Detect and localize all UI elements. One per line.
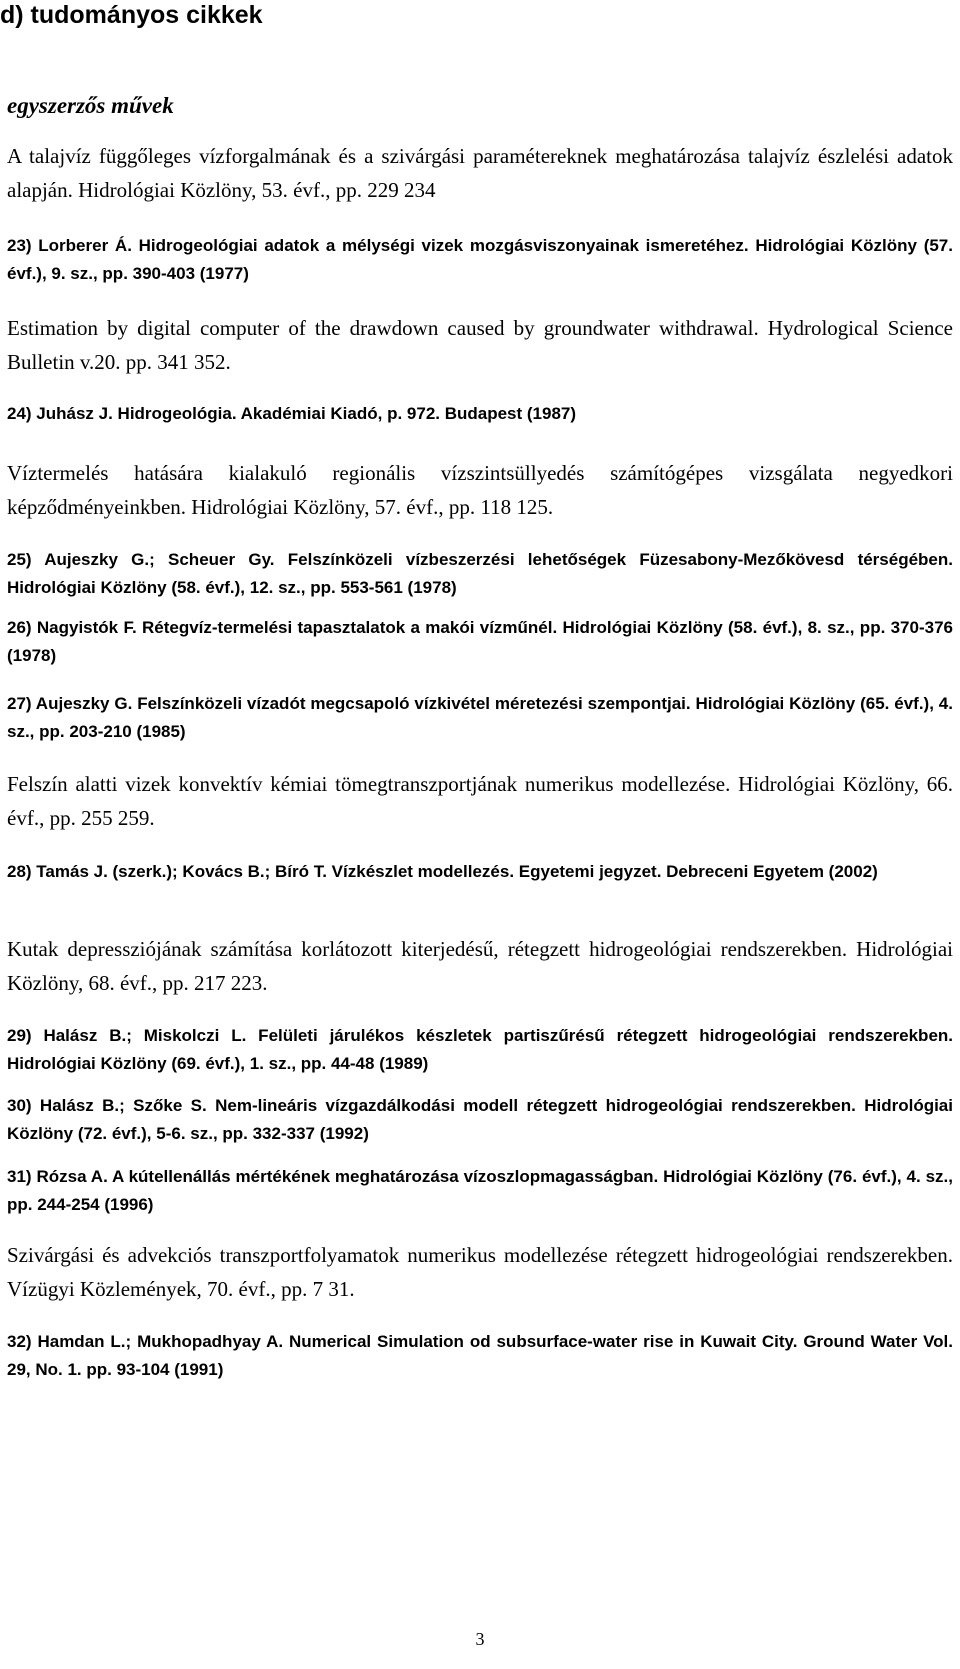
section-title: d) tudományos cikkek bbox=[0, 1, 263, 29]
reference-entry-32: 32) Hamdan L.; Mukhopadhyay A. Numerical Simulation od subsurface-water rise in Kuwait City. Ground Water Vol. 29, No. 1. pp. 93-104 (1991) bbox=[7, 1332, 953, 1379]
reference-entry-26: 26) Nagyistók F. Rétegvíz-termelési tapasztalatok a makói vízműnél. Hidrológiai Közlöny (58. évf.), 8. sz., pp. 370-376 (1978) bbox=[7, 618, 953, 665]
subsection-title: egyszerzős művek bbox=[7, 93, 174, 118]
reference-entry-24: 24) Juhász J. Hidrogeológia. Akadémiai Kiadó, p. 972. Budapest (1987) bbox=[7, 404, 577, 423]
reference-entry-23: 23) Lorberer Á. Hidrogeológiai adatok a mélységi vizek mozgásviszonyainak ismeretéhez. Hidrológiai Közlöny (57. évf.), 9. sz., pp. 390-403 (1977) bbox=[7, 236, 953, 283]
abstract-paragraph: Estimation by digital computer of the drawdown caused by groundwater withdrawal. Hydrological Science Bulletin v.20. pp. 341 352. bbox=[7, 316, 953, 374]
abstract-paragraph: Szivárgási és advekciós transzportfolyamatok numerikus modellezése rétegzett hidrogeológiai rendszerekben. Vízügyi Közlemények, 70. évf., pp. 7 31. bbox=[7, 1243, 953, 1301]
reference-entry-28: 28) Tamás J. (szerk.); Kovács B.; Bíró T. Vízkészlet modellezés. Egyetemi jegyzet. Debreceni Egyetem (2002) bbox=[7, 862, 878, 881]
reference-entry-29: 29) Halász B.; Miskolczi L. Felületi járulékos készletek partiszűrésű rétegzett hidrogeológiai rendszerekben. Hidrológiai Közlöny (69. évf.), 1. sz., pp. 44-48 (1989) bbox=[7, 1026, 953, 1073]
abstract-paragraph: Felszín alatti vizek konvektív kémiai tömegtranszportjának numerikus modellezése. Hidrológiai Közlöny, 66. évf., pp. 255 259. bbox=[7, 772, 953, 830]
reference-entry-30: 30) Halász B.; Szőke S. Nem-lineáris vízgazdálkodási modell rétegzett hidrogeológiai rendszerekben. Hidrológiai Közlöny (72. évf.), 5-6. sz., pp. 332-337 (1992) bbox=[7, 1096, 953, 1143]
reference-entry-25: 25) Aujeszky G.; Scheuer Gy. Felszínközeli vízbeszerzési lehetőségek Füzesabony-Mezőkövesd térségében. Hidrológiai Közlöny (58. évf.), 12. sz., pp. 553-561 (1978) bbox=[7, 550, 953, 597]
reference-entry-27: 27) Aujeszky G. Felszínközeli vízadót megcsapoló vízkivétel méretezési szempontjai. Hidrológiai Közlöny (65. évf.), 4. sz., pp. 203-210 (1985) bbox=[7, 694, 953, 741]
abstract-paragraph: Víztermelés hatására kialakuló regionális vízszintsüllyedés számítógépes vizsgálata negyedkori képződményeinkben. Hidrológiai Közlöny, 57. évf., pp. 118 125. bbox=[7, 461, 953, 519]
abstract-paragraph: Kutak depressziójának számítása korlátozott kiterjedésű, rétegzett hidrogeológiai rendszerekben. Hidrológiai Közlöny, 68. évf., pp. 217 223. bbox=[7, 937, 953, 995]
abstract-paragraph: A talajvíz függőleges vízforgalmának és a szivárgási paramétereknek meghatározása talajvíz észlelési adatok alapján. Hidrológiai Közlöny, 53. évf., pp. 229 234 bbox=[7, 144, 953, 202]
reference-entry-31: 31) Rózsa A. A kútellenállás mértékének meghatározása vízoszlopmagasságban. Hidrológiai Közlöny (76. évf.), 4. sz., pp. 244-254 (1996) bbox=[7, 1167, 953, 1214]
page-number: 3 bbox=[475, 1629, 485, 1649]
